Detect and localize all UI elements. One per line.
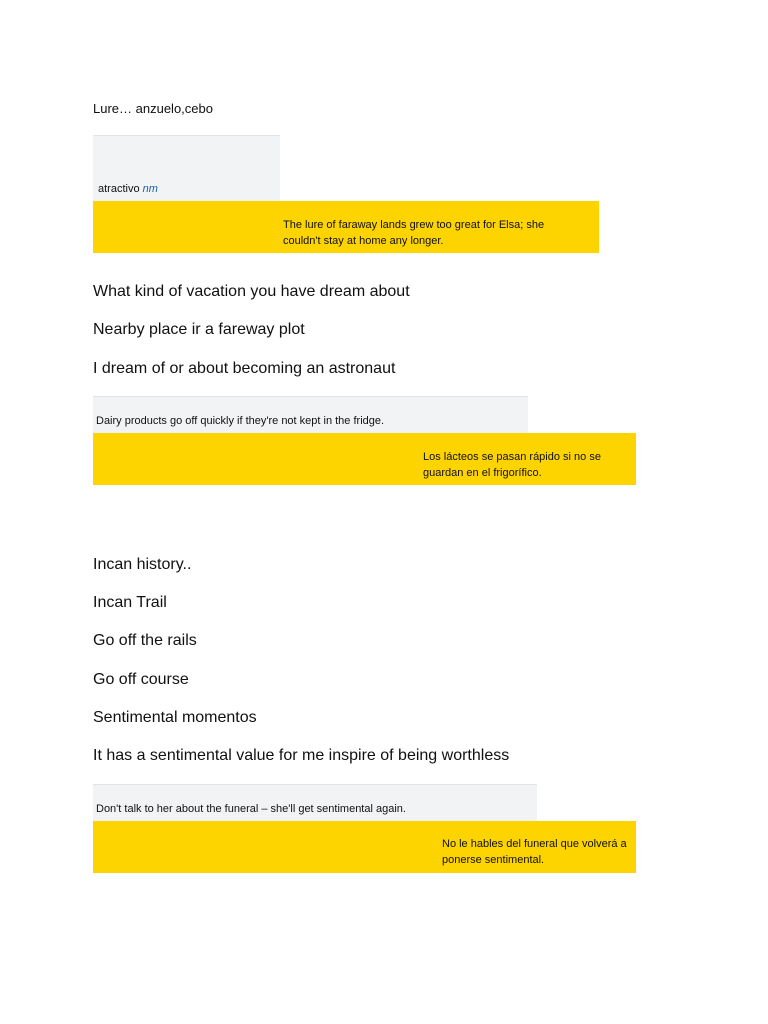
dict-entry-box — [93, 135, 280, 202]
note-line: It has a sentimental value for me inspire of being worthless — [93, 747, 510, 764]
dict-example-es-box — [93, 433, 636, 485]
translation-word: atractivo — [98, 183, 140, 195]
note-line: Nearby place ir a fareway plot — [93, 321, 305, 338]
dict-example-box — [93, 201, 599, 253]
note-line: Incan history.. — [93, 556, 192, 573]
dict-example-es: No le hables del funeral que volverá a ponerse sentimental. — [442, 838, 627, 866]
dict-example-en: Don't talk to her about the funeral – she'll get sentimental again. — [96, 803, 406, 815]
dict-example-en-box — [93, 784, 537, 822]
note-lure-title: Lure… anzuelo,cebo — [93, 101, 213, 116]
note-line: Go off course — [93, 671, 189, 688]
note-line: Go off the rails — [93, 632, 197, 649]
note-line: What kind of vacation you have dream about — [93, 283, 410, 300]
note-line: Incan Trail — [93, 594, 167, 611]
note-line: I dream of or about becoming an astronaut — [93, 360, 396, 377]
note-line: Sentimental momentos — [93, 709, 257, 726]
dict-example-en: Dairy products go off quickly if they're not kept in the fridge. — [96, 415, 385, 427]
dict-translation — [98, 183, 158, 195]
dict-example-en-box — [93, 396, 528, 434]
dict-example-es: Los lácteos se pasan rápido si no se guardan en el frigorífico. — [423, 451, 601, 479]
dict-example-es-box — [93, 821, 636, 873]
part-of-speech[interactable]: nm — [142, 183, 158, 195]
dict-example-text: The lure of faraway lands grew too great for Elsa; she couldn't stay at home any longer. — [283, 219, 545, 247]
